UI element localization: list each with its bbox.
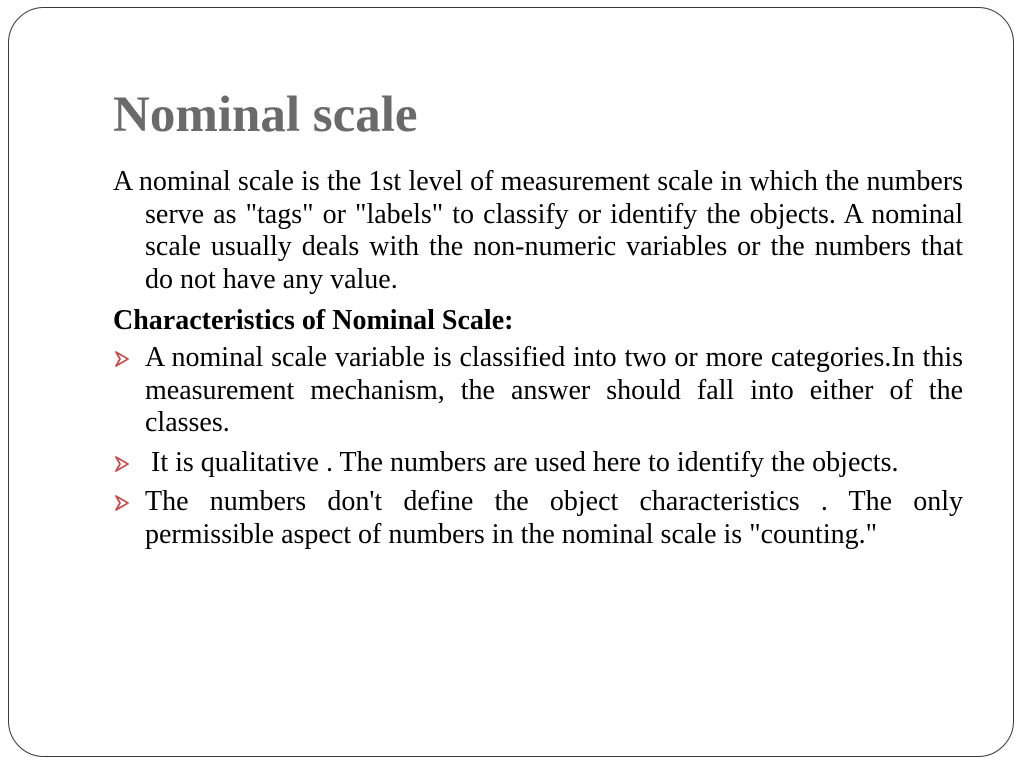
list-item — [113, 486, 963, 551]
arrow-bullet-icon — [113, 455, 131, 473]
arrow-bullet-icon — [113, 350, 131, 368]
slide-content — [113, 166, 963, 558]
list-item — [113, 342, 963, 440]
slide-title: Nominal scale — [113, 87, 418, 143]
characteristics-list — [113, 342, 963, 551]
arrow-bullet-icon — [113, 494, 131, 512]
list-item — [113, 447, 963, 480]
bullet-text: It is qualitative . The numbers are used here to identify the objects. — [151, 446, 899, 478]
bullet-text: A nominal scale variable is classified into two or more categories.In this measurement mechanism, the answer should fall into either of the classes. — [145, 342, 963, 438]
intro-paragraph: A nominal scale is the 1st level of measurement scale in which the numbers serve as "tags" or "labels" to classify or identify the objects. A nominal scale usually deals with the non-numeric variables or the numbers that do not have any value. — [113, 166, 963, 295]
characteristics-heading: Characteristics of Nominal Scale: — [113, 305, 514, 336]
bullet-text: The numbers don't define the object characteristics . The only permissible aspect of numbers in the nominal scale is "counting." — [145, 486, 963, 550]
